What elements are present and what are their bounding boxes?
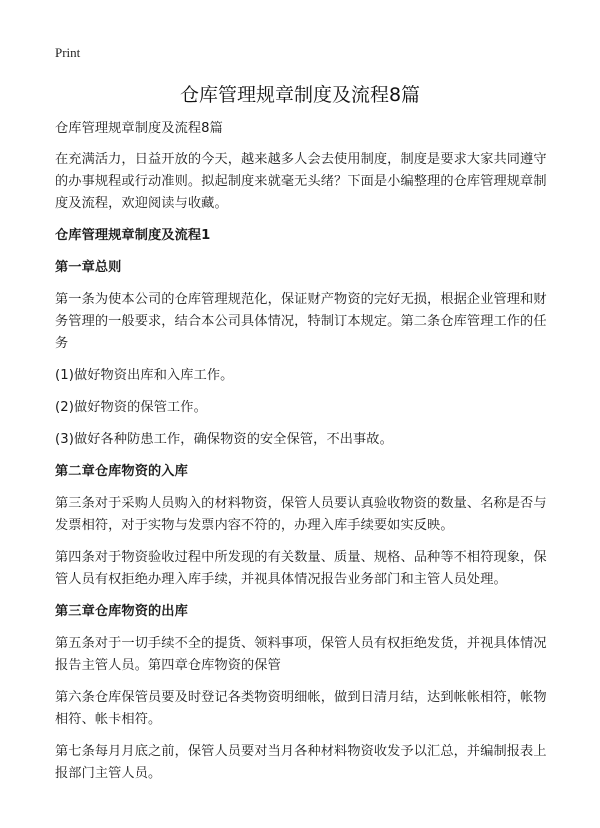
article-6-paragraph: 第六条仓库保管员要及时登记各类物资明细帐，做到日清月结，达到帐帐相符，帐物相符、帐卡相符。 bbox=[55, 690, 547, 727]
chapter-3-title: 第三章仓库物资的出库 bbox=[55, 604, 188, 619]
article-1-paragraph: 第一条为使本公司的仓库管理规范化，保证财产物资的完好无损，根据企业管理和财务管理的一般要求，结合本公司具体情况，特制订本规定。第二条仓库管理工作的任务 bbox=[55, 292, 547, 351]
document-subtitle: 仓库管理规章制度及流程8篇 bbox=[55, 121, 223, 136]
chapter-2-title: 第二章仓库物资的入库 bbox=[55, 464, 188, 479]
document-body bbox=[55, 118, 547, 795]
article-7-paragraph: 第七条每月月底之前，保管人员要对当月各种材料物资收发予以汇总，并编制报表上报部门主管人员。 bbox=[55, 744, 547, 781]
article-3-paragraph: 第三条对于采购人员购入的材料物资，保管人员要认真验收物资的数量、名称是否与发票相符，对于实物与发票内容不符的，办理入库手续要如实反映。 bbox=[55, 496, 547, 533]
intro-paragraph: 在充满活力，日益开放的今天，越来越多人会去使用制度，制度是要求大家共同遵守的办事规程或行动准则。拟起制度来就毫无头绪？下面是小编整理的仓库管理规章制度及流程，欢迎阅读与收藏。 bbox=[55, 152, 547, 211]
task-1-item: (1)做好物资出库和入库工作。 bbox=[55, 368, 234, 383]
article-5-paragraph: 第五条对于一切手续不全的提货、领料事项，保管人员有权拒绝发货，并视具体情况报告主管人员。第四章仓库物资的保管 bbox=[55, 636, 547, 673]
task-3-item: (3)做好各种防患工作，确保物资的安全保管，不出事故。 bbox=[55, 432, 393, 447]
print-label: Print bbox=[55, 45, 81, 60]
section-title: 仓库管理规章制度及流程1 bbox=[55, 228, 211, 243]
chapter-1-title: 第一章总则 bbox=[55, 260, 122, 275]
article-4-paragraph: 第四条对于物资验收过程中所发现的有关数量、质量、规格、品种等不相符现象，保管人员有权拒绝办理入库手续，并视具体情况报告业务部门和主管人员处理。 bbox=[55, 550, 547, 587]
task-2-item: (2)做好物资的保管工作。 bbox=[55, 400, 207, 415]
document-title: 仓库管理规章制度及流程8篇 bbox=[179, 84, 421, 106]
